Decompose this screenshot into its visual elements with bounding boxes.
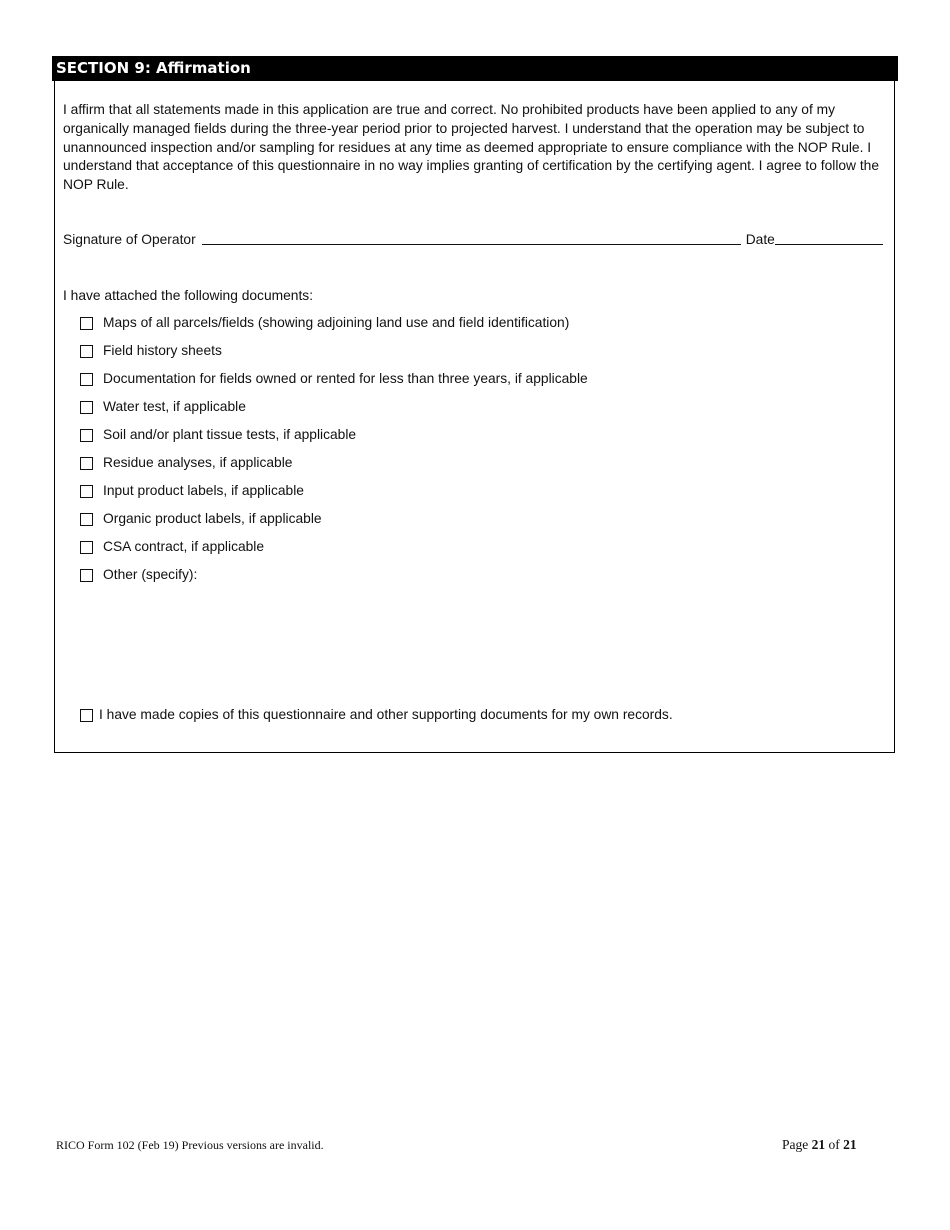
checkbox[interactable] xyxy=(80,569,93,582)
attachment-label: Soil and/or plant tissue tests, if applicable xyxy=(103,427,357,442)
attachment-item-residue-analyses[interactable] xyxy=(80,453,588,481)
checkbox[interactable] xyxy=(80,709,93,722)
copies-confirmation[interactable] xyxy=(80,705,673,725)
checkbox[interactable] xyxy=(80,345,93,358)
checkbox[interactable] xyxy=(80,457,93,470)
copies-label: I have made copies of this questionnaire and other supporting documents for my own records. xyxy=(99,707,673,722)
attachment-label: CSA contract, if applicable xyxy=(103,539,265,554)
checkbox[interactable] xyxy=(80,401,93,414)
attachments-list xyxy=(80,313,588,593)
date-label: Date xyxy=(745,232,775,247)
page-of: of xyxy=(828,1137,840,1152)
attachment-label: Other (specify): xyxy=(103,567,198,582)
attachment-item-input-labels[interactable] xyxy=(80,481,588,509)
attachment-label: Water test, if applicable xyxy=(103,399,246,414)
checkbox[interactable] xyxy=(80,541,93,554)
page-current: 21 xyxy=(811,1137,826,1152)
checkbox[interactable] xyxy=(80,317,93,330)
attachment-item-maps[interactable] xyxy=(80,313,588,341)
attachment-label: Documentation for fields owned or rented for less than three years, if applicable xyxy=(103,371,588,386)
checkbox[interactable] xyxy=(80,485,93,498)
page-word: Page xyxy=(782,1137,809,1152)
attachment-item-field-history[interactable] xyxy=(80,341,588,369)
section-title: SECTION 9: Affirmation xyxy=(52,56,898,81)
attachment-item-soil-tests[interactable] xyxy=(80,425,588,453)
checkbox[interactable] xyxy=(80,513,93,526)
attachment-label: Maps of all parcels/fields (showing adjoining land use and field identification) xyxy=(103,315,570,330)
attachment-item-organic-labels[interactable] xyxy=(80,509,588,537)
attachment-item-field-documentation[interactable] xyxy=(80,369,588,397)
attachment-item-water-test[interactable] xyxy=(80,397,588,425)
page-total: 21 xyxy=(843,1137,857,1152)
checkbox[interactable] xyxy=(80,429,93,442)
page-number xyxy=(782,1136,857,1153)
attachment-label: Input product labels, if applicable xyxy=(103,483,304,498)
signature-row xyxy=(63,231,889,249)
checkbox[interactable] xyxy=(80,373,93,386)
date-field[interactable] xyxy=(775,231,883,245)
attachment-item-csa-contract[interactable] xyxy=(80,537,588,565)
signature-label: Signature of Operator xyxy=(63,232,196,247)
attachments-heading: I have attached the following documents: xyxy=(63,288,314,303)
form-footer-info: RICO Form 102 (Feb 19) Previous versions are invalid. xyxy=(56,1138,324,1152)
attachment-item-other[interactable] xyxy=(80,565,588,593)
attachment-label: Field history sheets xyxy=(103,343,222,358)
affirmation-text: I affirm that all statements made in this application are true and correct. No prohibited products have been applied to any of my organically managed fields during the three-year period prior to projected harvest. I understand that the operation may be subject to unannounced inspection and/or sampling for residues at any time as deemed appropriate to ensure compliance with the NOP Rule. I understand that acceptance of this questionnaire in no way implies granting of certification by the certifying agent. I agree to follow the NOP Rule. xyxy=(63,102,880,193)
attachment-label: Residue analyses, if applicable xyxy=(103,455,293,470)
attachment-label: Organic product labels, if applicable xyxy=(103,511,322,526)
signature-field[interactable] xyxy=(202,231,741,245)
